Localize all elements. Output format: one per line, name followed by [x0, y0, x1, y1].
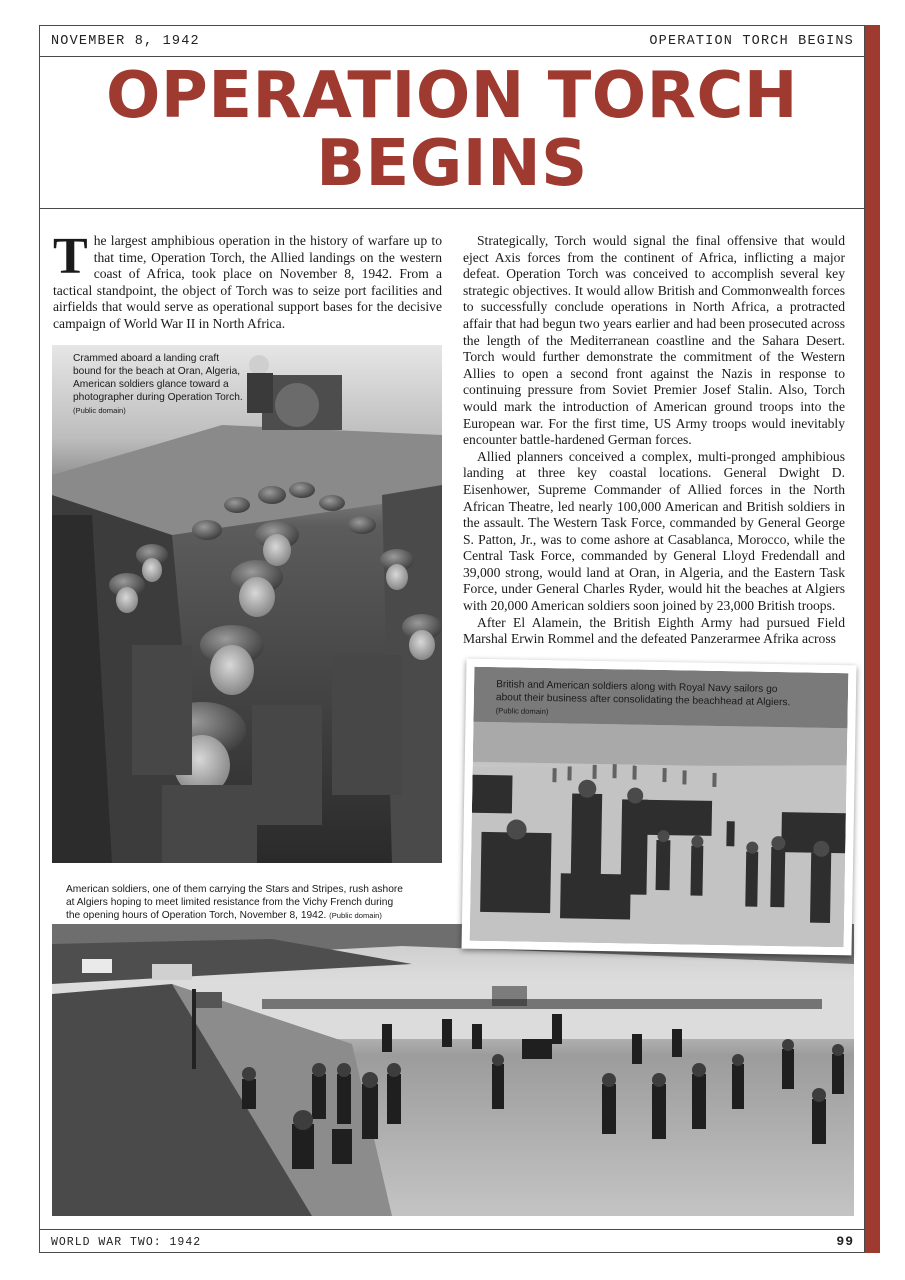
- drop-cap: T: [53, 228, 88, 285]
- article-column-right: [463, 233, 845, 648]
- caption-landing-craft-text: Crammed aboard a landing craft bound for the beach at Oran, Algeria, American soldiers glance toward a photographer during Operation Torch.: [73, 353, 243, 403]
- caption-algiers-landing: [66, 883, 406, 922]
- caption-beachhead-text: British and American soldiers along with Royal Navy sailors go about their business after consolidating the beachhead at Algiers.: [495, 679, 791, 709]
- photo-beachhead-frame: [461, 659, 856, 956]
- caption-algiers-landing-source: (Public domain): [329, 911, 382, 920]
- page-title: [39, 59, 865, 201]
- paragraph-strategy: Strategically, Torch would signal the final offensive that would eject Axis forces from the continent of Africa, inflicting a major defeat. Operation Torch was conceived to accomplish several key strategic objectives. It would allow British and Commonwealth forces to successfully conclude operations in North Africa, a protracted affair that had begun two years earlier and had been prosecuted across the length of the Mediterranean coastline and the Sahara Desert. Torch would further demonstrate the commitment of the Western Allies to open a second front against the Nazis in response to continuing pressure from Soviet Premier Josef Stalin. Also, Torch would mark the introduction of American ground troops into the European war. For the first time, US Army troops would inevitably encounter battle-hardened German forces.: [463, 233, 845, 448]
- header-date: NOVEMBER 8, 1942: [51, 34, 200, 49]
- intro-paragraph: [53, 228, 442, 333]
- caption-algiers-landing-text: American soldiers, one of them carrying the Stars and Stripes, rush ashore at Algiers hoping to meet limited resistance from the Vichy French during the opening hours of Operation Torch, November 8, 1942.: [66, 884, 403, 921]
- intro-text: he largest amphibious operation in the history of warfare up to that time, Operation Torch, the Allied landings on the western coast of Africa, took place on November 8, 1942. From a tactical standpoint, the object of Torch was to seize port facilities and airfields that would serve as operational support bases for the decisive campaign of World War II in North Africa.: [53, 233, 442, 331]
- paragraph-el-alamein: After El Alamein, the British Eighth Army had pursued Field Marshal Erwin Rommel and the defeated Panzerarmee Afrika across: [463, 614, 845, 647]
- running-header: [39, 25, 865, 57]
- photo-landing-craft: [52, 345, 442, 863]
- paragraph-planning: Allied planners conceived a complex, multi-pronged amphibious landing at three key coastal locations. General Dwight D. Eisenhower, Supreme Commander of Allied forces in the North African Theatre, led nearly 100,000 American and British soldiers in the assault. The Western Task Force, commanded by General George S. Patton, Jr., was to come ashore at Casablanca, Morocco, while the Central Task Force, commanded by General Lloyd Fredendall and 39,000 strong, would land at Oran, in Algeria, and the Eastern Task Force, under General Charles Ryder, would hit the beaches at Algiers with 20,000 American soldiers soon joined by 23,000 British troops.: [463, 448, 845, 614]
- caption-beachhead-source: (Public domain): [495, 706, 549, 717]
- caption-beachhead: [496, 678, 797, 722]
- caption-landing-craft: [73, 352, 243, 417]
- title-line-1: OPERATION TORCH: [106, 59, 798, 133]
- article-column-left: [53, 228, 442, 333]
- running-footer: [39, 1229, 865, 1253]
- header-section: OPERATION TORCH BEGINS: [649, 34, 854, 49]
- photo-algiers-landing: [52, 924, 854, 1216]
- title-divider: [39, 208, 865, 209]
- accent-bar: [865, 25, 880, 1253]
- algiers-landing-image: [52, 924, 854, 1216]
- title-line-2: BEGINS: [316, 127, 588, 201]
- footer-publication: WORLD WAR TWO: 1942: [51, 1236, 202, 1249]
- landing-craft-image: [52, 345, 442, 863]
- caption-landing-craft-source: (Public domain): [73, 406, 126, 415]
- page-number: 99: [836, 1234, 854, 1249]
